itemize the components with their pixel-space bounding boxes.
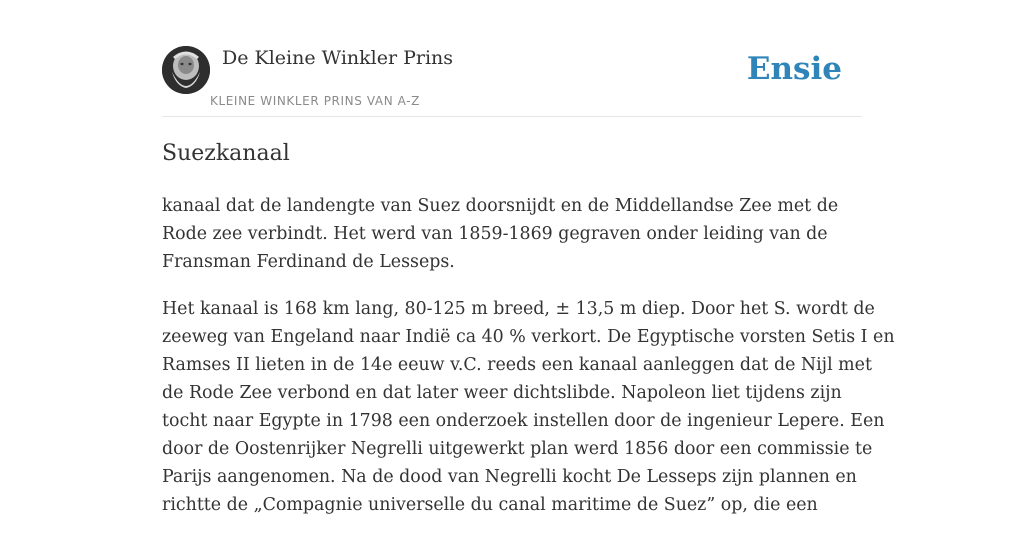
text-line: Parijs aangenomen. Na de dood van Negrelli kocht De Lesseps zijn plannen en	[162, 467, 857, 487]
text-line: de Rode Zee verbond en dat later weer dichtslibde. Napoleon liet tijdens zijn	[162, 383, 842, 403]
text-line: Rode zee verbindt. Het werd van 1859-1869 gegraven onder leiding van de	[162, 224, 828, 244]
page	[162, 0, 895, 515]
text-line: Ramses II lieten in de 14e eeuw v.C. reeds een kanaal aanleggen dat de Nijl met	[162, 355, 872, 375]
text-line: Het kanaal is 168 km lang, 80-125 m breed, ± 13,5 m diep. Door het S. wordt de	[162, 299, 875, 319]
avatar[interactable]	[162, 46, 210, 94]
text-line: richtte de „Compagnie universelle du canal maritime de Suez” op, die een	[162, 495, 818, 515]
text-line: Fransman Ferdinand de Lesseps.	[162, 252, 455, 272]
source-subtitle[interactable]: KLEINE WINKLER PRINS VAN A-Z	[210, 94, 420, 108]
paragraph	[162, 295, 895, 519]
article-body	[162, 192, 895, 538]
text-line: zeeweg van Engeland naar Indië ca 40 % verkort. De Egyptische vorsten Setis I en	[162, 327, 895, 347]
bearded-man-portrait-icon	[162, 46, 210, 94]
source-header	[162, 0, 862, 117]
brand-logo[interactable]: Ensie	[746, 51, 842, 87]
source-name-link[interactable]: De Kleine Winkler Prins	[222, 47, 454, 69]
text-line: door de Oostenrijker Negrelli uitgewerkt plan werd 1856 door een commissie te	[162, 439, 873, 459]
paragraph	[162, 192, 862, 276]
text-line: kanaal dat de landengte van Suez doorsnijdt en de Middellandse Zee met de	[162, 196, 839, 216]
text-line: tocht naar Egypte in 1798 een onderzoek instellen door de ingenieur Lepere. Een	[162, 411, 885, 431]
article-title: Suezkanaal	[162, 141, 290, 166]
